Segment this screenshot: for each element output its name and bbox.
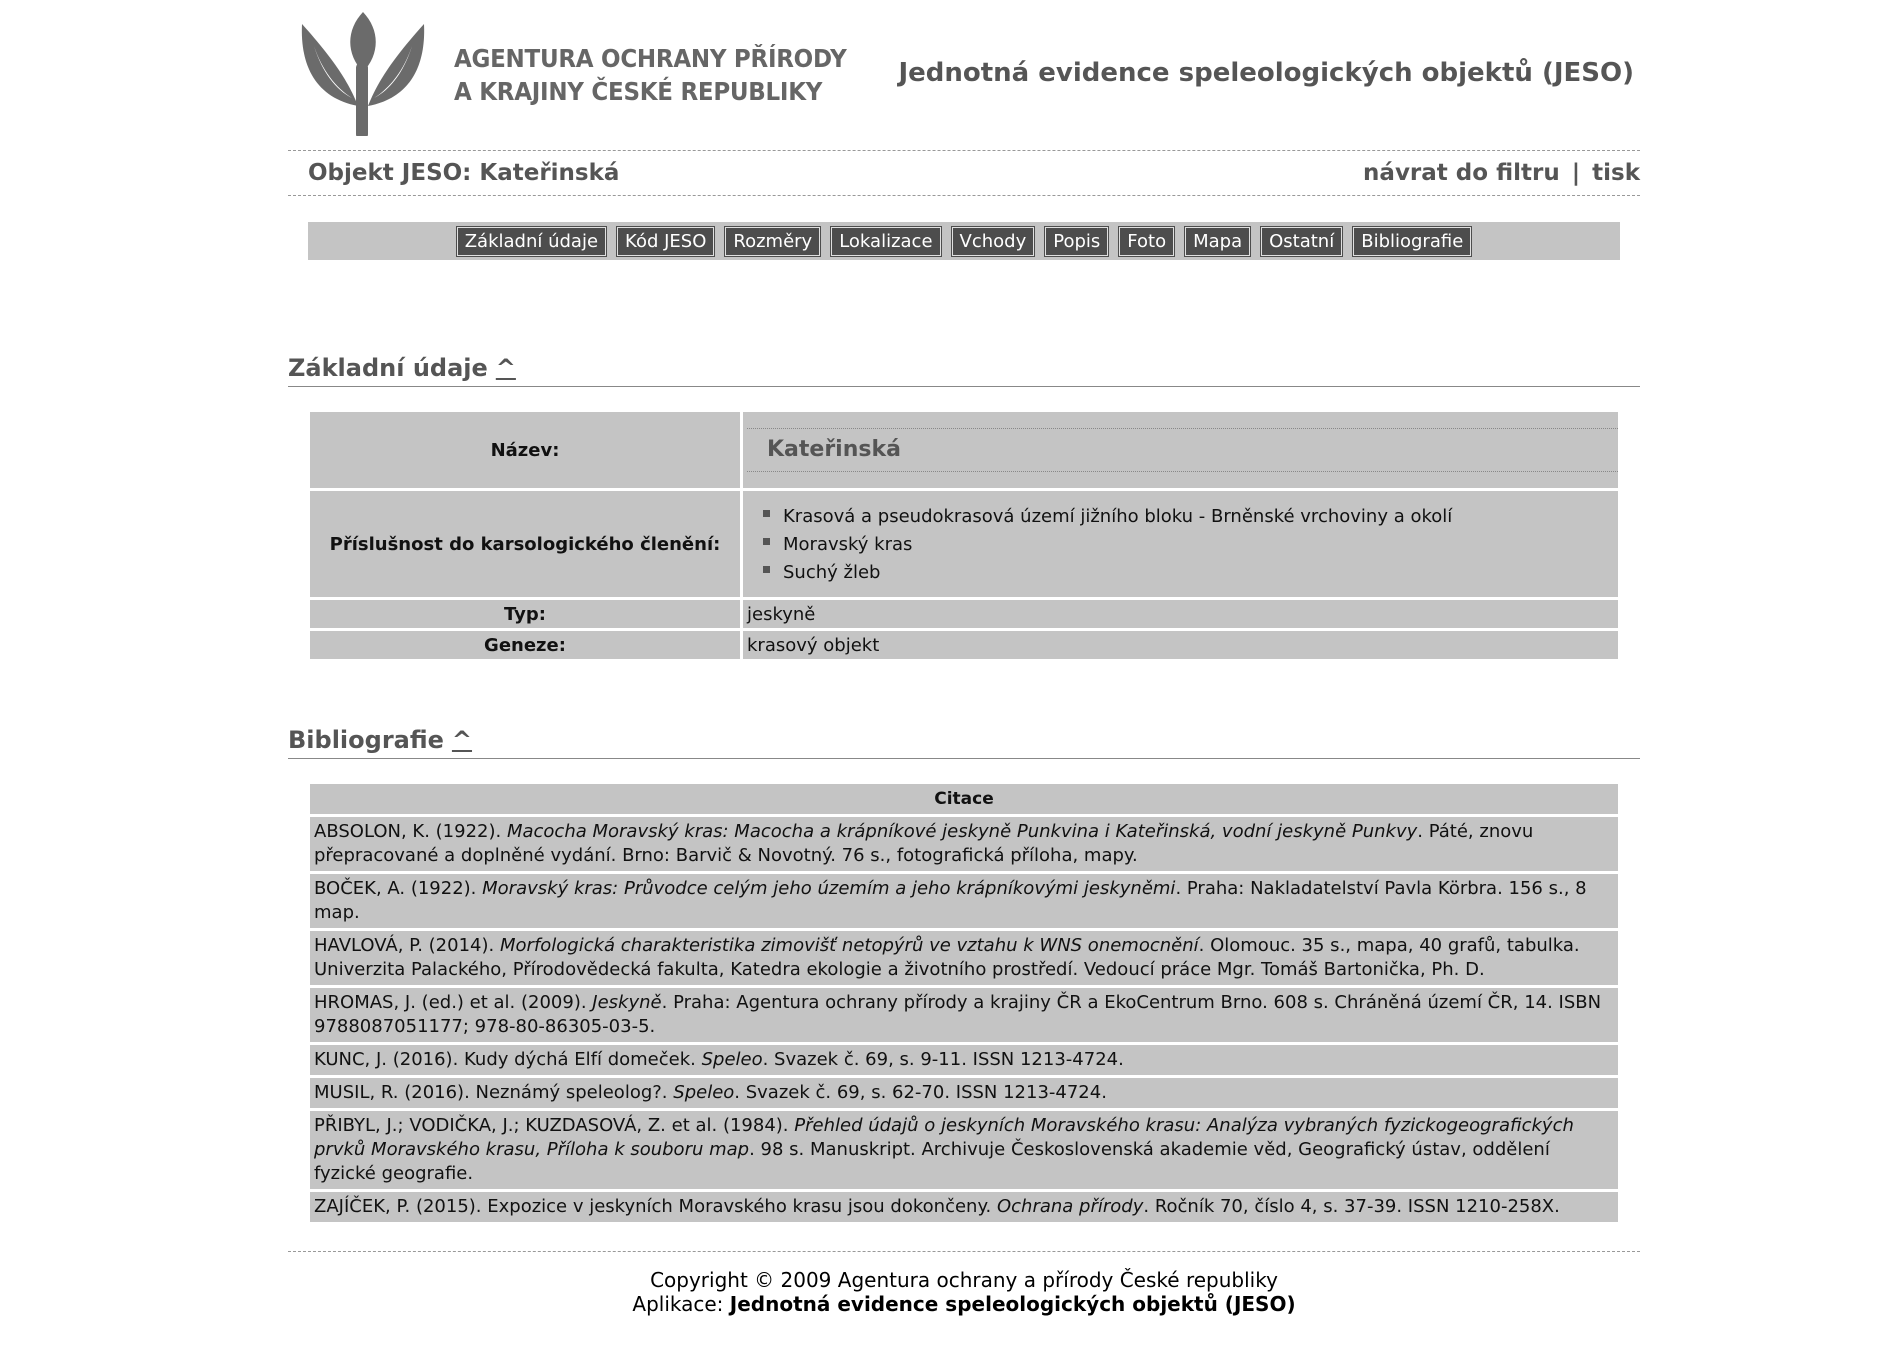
bibliography-body [310,817,1618,1222]
citation-cell [310,874,1618,928]
divider [288,195,1640,196]
citation-text: ZAJÍČEK, P. (2015). Expozice v jeskyních Moravského krasu jsou dokončeny. [314,1196,997,1217]
object-links [1363,160,1640,186]
citation-text: . Páté, znovu přepracované a doplněné vydání. Brno: Barvič & Novotný. 76 s., fotografická příloha, mapy. [314,821,1534,866]
table-row [310,1045,1618,1075]
citation-title: Macocha Moravský kras: Macocha a krápníkové jeskyně Punkvina i Kateřinská, vodní jeskyně Punkvy [506,821,1418,842]
karst-list [747,491,1618,597]
object-title: Objekt JESO: Kateřinská [308,160,620,186]
table-row [310,988,1618,1042]
citation-title: Morfologická charakteristika zimovišť netopýrů ve vztahu k WNS onemocnění [499,935,1199,956]
basic-section-label: Základní údaje [288,354,488,382]
citation-cell [310,1111,1618,1189]
footer-app-line [288,1292,1640,1316]
citation-cell [310,988,1618,1042]
citation-text: BOČEK, A. (1922). [314,878,483,899]
citation-text: ABSOLON, K. (1922). [314,821,507,842]
page [288,0,1640,1316]
tab-kod-jeso[interactable]: Kód JESO [617,227,714,256]
basic-up-link[interactable]: ^ [495,354,516,382]
citation-text: HAVLOVÁ, P. (2014). [314,935,500,956]
citation-cell [310,1078,1618,1108]
logo-line-2: A KRAJINY ČESKÉ REPUBLIKY [454,77,823,106]
citation-title: Speleo [673,1082,735,1103]
tab-popis[interactable]: Popis [1045,227,1108,256]
name-row [310,412,1618,488]
copyright-text: Copyright © 2009 Agentura ochrany a přírody České republiky [650,1268,1278,1292]
citation-cell [310,1045,1618,1075]
footer [288,1268,1640,1316]
citation-text: . Svazek č. 69, s. 62-70. ISSN 1213-4724. [734,1082,1107,1103]
tab-bibliografie[interactable]: Bibliografie [1353,227,1471,256]
tab-ostatni[interactable]: Ostatní [1261,227,1342,256]
list-item: Suchý žleb [783,559,1618,587]
name-label: Název: [310,412,743,488]
citation-text: . Praha: Agentura ochrany přírody a krajiny ČR a EkoCentrum Brno. 608 s. Chráněná území ČR, 14. ISBN 9788087051177; 978-80-86305-03-5. [314,992,1602,1037]
tab-zakladni-udaje[interactable]: Základní údaje [457,227,606,256]
list-item: Krasová a pseudokrasová území jižního bloku - Brněnské vrchoviny a okolí [783,503,1618,531]
citation-title: Moravský kras: Průvodce celým jeho územím a jeho krápníkovými jeskyněmi [482,878,1176,899]
type-label: Typ: [310,600,743,628]
type-value: jeskyně [743,600,1618,628]
citation-title: Speleo [701,1049,763,1070]
bibliography-table [310,781,1618,1225]
table-row [310,817,1618,871]
table-row [310,1078,1618,1108]
tab-bar [308,222,1620,260]
footer-divider [288,1251,1640,1252]
tab-mapa[interactable]: Mapa [1185,227,1250,256]
type-row [310,600,1618,628]
citation-title: Přehled údajů o jeskyních Moravského krasu: Analýza vybraných fyzickogeografických prvků Moravského krasu, Příloha k souboru map [314,1115,1574,1160]
logo-line-1: AGENTURA OCHRANY PŘÍRODY [454,44,847,73]
genesis-value: krasový objekt [743,631,1618,659]
genesis-row [310,631,1618,659]
basic-section-title [288,354,1640,387]
header [288,0,1640,150]
citation-cell [310,817,1618,871]
object-bar [288,151,1640,195]
tab-lokalizace[interactable]: Lokalizace [831,227,940,256]
bibliography-header-row [310,784,1618,814]
citation-text: . Svazek č. 69, s. 9-11. ISSN 1213-4724. [762,1049,1124,1070]
citation-text: . Ročník 70, číslo 4, s. 37-39. ISSN 1210-258X. [1143,1196,1560,1217]
karst-row [310,491,1618,597]
citation-text: . 98 s. Manuskript. Archivuje Československá akademie věd, Geografický ústav, oddělení fyzické geografie. [314,1139,1550,1184]
citation-cell [310,931,1618,985]
basic-info-table [310,409,1618,662]
citation-text: MUSIL, R. (2016). Neznámý speleolog?. [314,1082,674,1103]
table-row [310,1192,1618,1222]
back-to-filter-link[interactable]: návrat do filtru [1363,160,1560,186]
karst-label: Příslušnost do karsologického členění: [310,491,743,597]
citation-title: Ochrana přírody [996,1196,1144,1217]
table-row [310,931,1618,985]
link-separator: | [1571,160,1581,186]
logo-text [454,42,846,108]
citation-text: . Praha: Nakladatelství Pavla Körbra. 156 s., 8 map. [314,878,1587,923]
citation-text: KUNC, J. (2016). Kudy dýchá Elfí domeček. [314,1049,702,1070]
footer-app-name: Jednotná evidence speleologických objektů (JESO) [729,1292,1296,1316]
citation-text: . Olomouc. 35 s., mapa, 40 grafů, tabulka. Univerzita Palackého, Přírodovědecká fakulta, Katedra ekologie a životního prostředí. Vedoucí práce Mgr. Tomáš Bartonička, Ph. D. [314,935,1580,980]
name-cell [743,412,1618,488]
print-link[interactable]: tisk [1592,160,1640,186]
table-row [310,874,1618,928]
footer-app-prefix: Aplikace: [632,1292,730,1316]
tab-foto[interactable]: Foto [1119,227,1174,256]
karst-cell [743,491,1618,597]
citation-column-header: Citace [310,784,1618,814]
citation-cell [310,1192,1618,1222]
bibliography-up-link[interactable]: ^ [451,726,473,754]
tab-vchody[interactable]: Vchody [952,227,1035,256]
tab-rozmery[interactable]: Rozměry [725,227,820,256]
citation-text: PŘIBYL, J.; VODIČKA, J.; KUZDASOVÁ, Z. et al. (1984). [314,1115,795,1136]
genesis-label: Geneze: [310,631,743,659]
citation-title: Jeskyně [592,992,662,1013]
list-item: Moravský kras [783,531,1618,559]
citation-text: HROMAS, J. (ed.) et al. (2009). [314,992,593,1013]
app-title: Jednotná evidence speleologických objektů (JESO) [898,58,1634,88]
bibliography-section-label: Bibliografie [288,726,444,754]
name-box [747,428,1618,472]
bibliography-section-title [288,726,1640,759]
table-row [310,1111,1618,1189]
name-value: Kateřinská [767,437,901,462]
